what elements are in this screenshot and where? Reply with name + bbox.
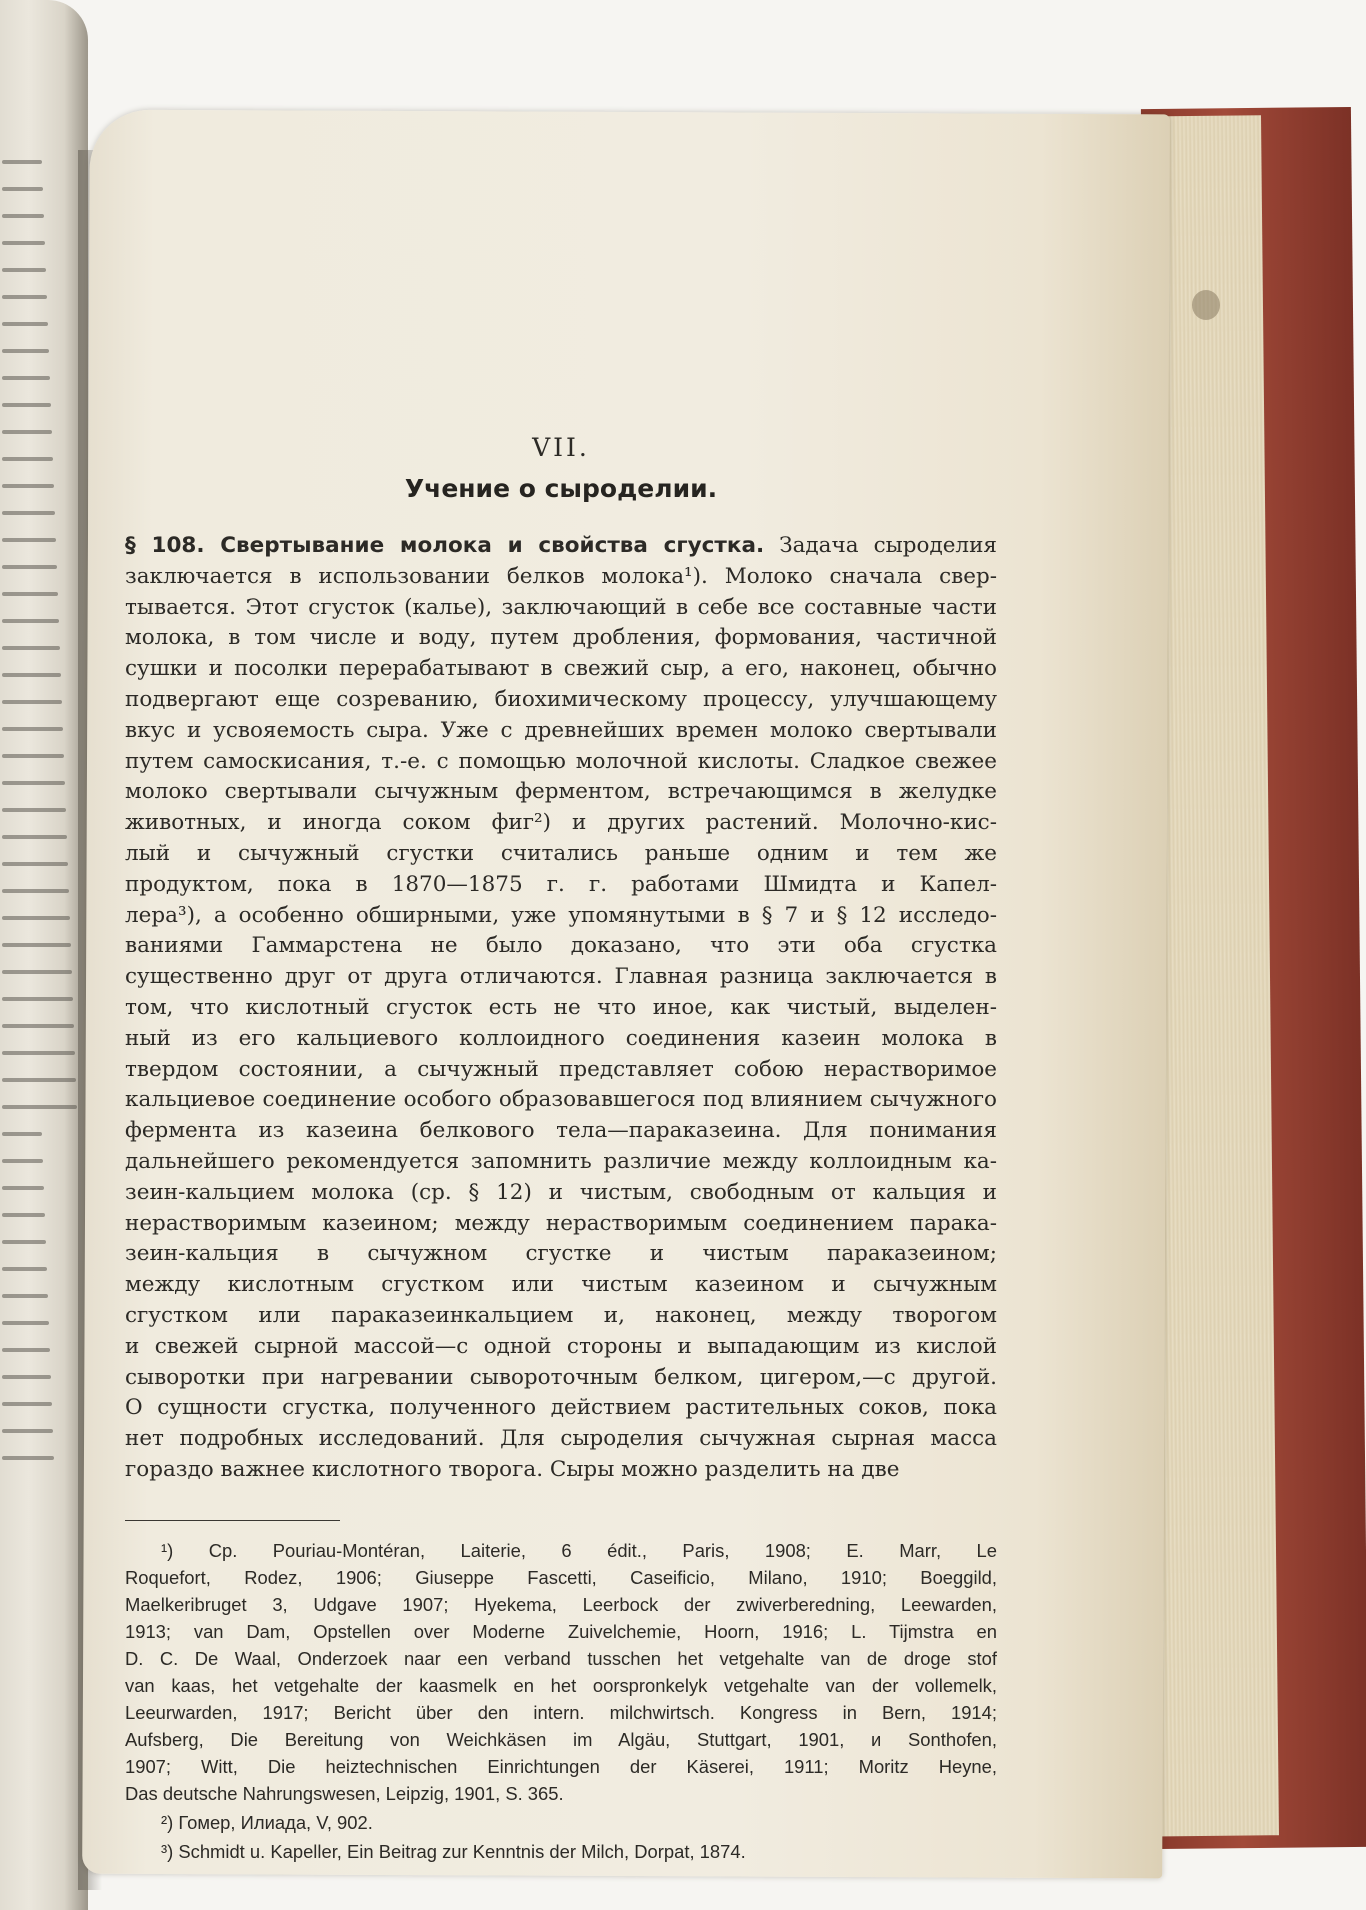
left-text-fragment — [2, 241, 45, 245]
body-line: сушки и посолки перерабатывают в свежий сыр, а его, наконец, обычно — [125, 656, 997, 682]
left-text-fragment — [2, 565, 57, 569]
footnote-line: Aufsberg, Die Bereitung von Weichkäsen im Algäu, Stuttgart, 1901, и Sonthofen, — [125, 1728, 997, 1750]
footnote-line: ¹) Ср. Pouriau-Montéran, Laiterie, 6 édit., Paris, 1908; E. Marr, Le — [161, 1539, 997, 1561]
left-text-fragment — [2, 376, 50, 380]
footnote-line: 1907; Witt, Die heiztechnischen Einrichtungen der Käserei, 1911; Moritz Heyne, — [125, 1755, 997, 1777]
body-line: кальциевое соединение особого образовавшегося под влиянием сычужного — [125, 1087, 997, 1113]
left-text-fragment — [2, 835, 67, 839]
left-text-fragment — [2, 916, 70, 920]
body-line: подвергают еще созреванию, биохимическому процессу, улучшающему — [125, 686, 997, 712]
body-line: том, что кислотный сгусток есть не что иное, как чистый, выделен- — [125, 994, 997, 1020]
body-line: сыворотки при нагревании сывороточным белком, цигером,—с другой. — [125, 1364, 997, 1390]
body-line: лера³), а особенно обширными, уже упомянутыми в § 7 и § 12 исследо- — [125, 902, 997, 928]
footnote-line: D. C. De Waal, Onderzoek naar een verband tusschen het vetgehalte van de droge stof — [125, 1647, 997, 1669]
left-text-fragment — [2, 727, 63, 731]
footnote-line: van kaas, het vetgehalte der kaasmelk en het oorspronkelyk vetgehalte van der vollemelk, — [125, 1674, 997, 1696]
left-text-fragment — [2, 214, 44, 218]
body-line: продуктом, пока в 1870—1875 г. г. работами Шмидта и Капел- — [125, 871, 997, 897]
left-text-fragment — [2, 1213, 45, 1217]
body-line: зеин-кальцием молока (ср. § 12) и чистым, свободным от кальция и — [125, 1179, 997, 1205]
body-line: ваниями Гаммарстена не было доказано, что эти оба сгустка — [125, 933, 997, 959]
left-text-fragment — [2, 484, 54, 488]
left-text-fragment — [2, 322, 48, 326]
body-line: существенно друг от друга отличаются. Главная разница заключается в — [125, 964, 997, 990]
chapter-number: VII. — [532, 433, 590, 462]
body-line: между кислотным сгустком или чистым казеином и сычужным — [125, 1272, 997, 1298]
left-text-fragment — [2, 1051, 75, 1055]
left-text-fragment — [2, 592, 58, 596]
body-line: сгустком или параказеинкальцием и, наконец, между творогом — [125, 1302, 997, 1328]
left-text-fragment — [2, 646, 60, 650]
body-line: тывается. Этот сгусток (калье), заключающий в себе все составные части — [125, 594, 997, 620]
section-first-line — [125, 531, 997, 562]
footnote-line: Das deutsche Nahrungswesen, Leipzig, 1901, S. 365. — [125, 1782, 564, 1804]
left-text-fragment — [2, 1402, 52, 1406]
footnote-line: Roquefort, Rodez, 1906; Giuseppe Fascetti, Caseificio, Milano, 1910; Boeggild, — [125, 1566, 997, 1588]
left-text-fragment — [2, 889, 69, 893]
left-text-fragment — [2, 619, 59, 623]
left-text-fragment — [2, 781, 65, 785]
body-line: лый и сычужный сгустки считались раньше одним и тем же — [125, 840, 997, 866]
left-text-fragment — [2, 862, 68, 866]
left-text-fragment — [2, 403, 51, 407]
body-line: путем самоскисания, т.-е. с помощью молочной кислоты. Сладкое свежее — [125, 748, 997, 774]
left-text-fragment — [2, 160, 42, 164]
left-text-fragment — [2, 1429, 53, 1433]
left-text-fragment — [2, 457, 53, 461]
body-line: фермента из казеина белкового тела—параказеина. Для понимания — [125, 1118, 997, 1144]
left-text-fragment — [2, 754, 64, 758]
body-line: зеин-кальция в сычужном сгустке и чистым параказеином; — [125, 1241, 997, 1267]
body-line: ный из его кальциевого коллоидного соединения казеин молока в — [125, 1025, 997, 1051]
body-line: животных, и иногда соком фиг²) и других растений. Молочно-кис- — [125, 810, 997, 836]
body-line: молока, в том числе и воду, путем дробления, формования, частичной — [125, 625, 997, 651]
footnote-line: 1913; van Dam, Opstellen over Moderne Zuivelchemie, Hoorn, 1916; L. Tijmstra en — [125, 1620, 997, 1642]
left-text-fragment — [2, 538, 56, 542]
body-line: Задача сыроделия — [779, 533, 997, 558]
footnote-line: ²) Гомер, Илиада, V, 902. — [161, 1811, 373, 1833]
left-text-fragment — [2, 943, 71, 947]
left-text-fragment — [2, 1240, 46, 1244]
left-text-fragment — [2, 1348, 50, 1352]
body-line: дальнейшего рекомендуется запомнить различие между коллоидным ка- — [125, 1148, 997, 1174]
section-heading: § 108. Свертывание молока и свойства сгустка. — [125, 533, 765, 558]
body-text — [125, 562, 997, 1486]
footnote-line: Maelkeribruget 3, Udgave 1907; Hyekema, Leerbock der zwiverberedning, Leewarden, — [125, 1593, 997, 1615]
body-line: твердом состоянии, а сычужный представляет собою нерастворимое — [125, 1056, 997, 1082]
body-line: вкус и усвояемость сыра. Уже с древнейших времен молоко свертывали — [125, 717, 997, 743]
body-line: и свежей сырной массой—с одной стороны и выпадающим из кислой — [125, 1333, 997, 1359]
chapter-title: Учение о сыроделии. — [404, 474, 718, 503]
left-text-fragment — [2, 1456, 54, 1460]
footnotes — [125, 1537, 997, 1865]
left-text-fragment — [2, 1132, 42, 1136]
left-text-fragment — [2, 187, 43, 191]
body-line: заключается в использовании белков молока¹). Молоко сначала свер- — [125, 563, 997, 589]
footnote-line: ³) Schmidt u. Kapeller, Ein Beitrag zur Kenntnis der Milch, Dorpat, 1874. — [161, 1840, 746, 1862]
left-text-fragment — [2, 511, 55, 515]
body-line: нет подробных исследований. Для сыроделия сычужная сырная масса — [125, 1426, 997, 1452]
left-text-fragment — [2, 700, 62, 704]
footnote-divider — [125, 1520, 340, 1521]
left-text-fragment — [2, 1294, 48, 1298]
left-text-fragment — [2, 349, 49, 353]
left-text-fragment — [2, 808, 66, 812]
page-content — [125, 433, 997, 1865]
body-line: нерастворимым казеином; между нерастворимым соединением парака- — [125, 1210, 997, 1236]
left-text-fragment — [2, 1078, 76, 1082]
left-text-fragment — [2, 1375, 51, 1379]
body-line: гораздо важнее кислотного творога. Сыры можно разделить на две — [125, 1456, 900, 1482]
body-line: О сущности сгустка, полученного действием растительных соков, пока — [125, 1395, 997, 1421]
left-text-fragment — [2, 1186, 44, 1190]
left-text-fragment — [2, 1321, 49, 1325]
left-text-fragment — [2, 997, 73, 1001]
left-text-fragment — [2, 1105, 77, 1109]
body-line: молоко свертывали сычужным ферментом, встречающимся в желудке — [125, 779, 997, 805]
left-page-edge — [0, 0, 88, 1910]
left-text-fragment — [2, 1267, 47, 1271]
footnote-line: Leeurwarden, 1917; Bericht über den intern. milchwirtsch. Kongress in Bern, 1914; — [125, 1701, 997, 1723]
left-text-fragment — [2, 970, 72, 974]
left-text-fragment — [2, 673, 61, 677]
left-text-fragment — [2, 430, 52, 434]
left-text-fragment — [2, 268, 46, 272]
page-stain — [1192, 290, 1220, 320]
left-text-fragment — [2, 1159, 43, 1163]
left-text-fragment — [2, 1024, 74, 1028]
left-text-fragment — [2, 295, 47, 299]
